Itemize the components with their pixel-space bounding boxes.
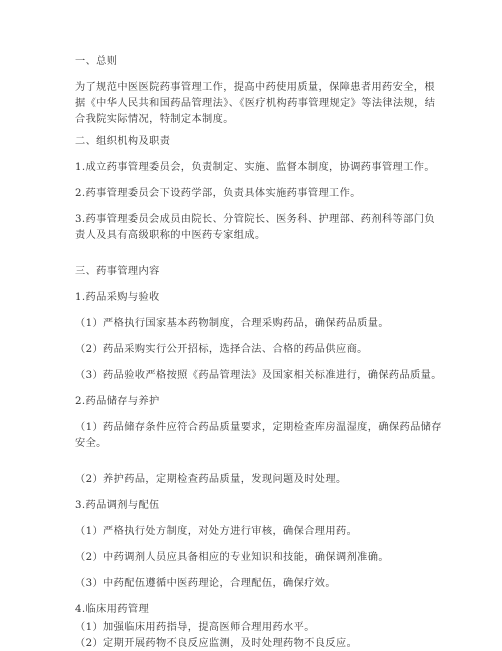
- subsection-title-storage: 2.药品储存与养护: [75, 396, 160, 407]
- storage-item-1: （1）药品储存条件应符合药品质量要求，定期检查库房温湿度，确保药品储存安全。: [75, 422, 442, 449]
- section-heading-organization: 二、组织机构及职责: [75, 136, 171, 147]
- dispensing-item-1: （1）严格执行处方制度，对处方进行审核，确保合理用药。: [75, 526, 358, 537]
- section-heading-general: 一、总则: [75, 56, 118, 67]
- clinical-item-1: （1）加强临床用药指导，提高医师合理用药水平。: [75, 622, 315, 633]
- procurement-item-2: （2）药品采购实行公开招标，选择合法、合格的药品供应商。: [75, 344, 368, 355]
- procurement-item-1: （1）严格执行国家基本药物制度，合理采购药品，确保药品质量。: [75, 318, 389, 329]
- organization-item-2: 2.药事管理委员会下设药学部，负责具体实施药事管理工作。: [75, 188, 361, 199]
- dispensing-item-2: （2）中药调剂人员应具备相应的专业知识和技能，确保调剂准确。: [75, 552, 389, 563]
- dispensing-item-3: （3）中药配伍遵循中医药理论，合理配伍，确保疗效。: [75, 578, 336, 589]
- subsection-title-procurement: 1.药品采购与验收: [75, 292, 160, 303]
- general-paragraph: 为了规范中医医院药事管理工作，提高中药使用质量，保障患者用药安全，根据《中华人民共和国药品管理法》、《医疗机构药事管理规定》等法律法规，结合我院实际情况，特制定本制度。: [75, 82, 436, 125]
- clinical-item-2: （2）定期开展药物不良反应监测，及时处理药物不良反应。: [75, 638, 358, 649]
- organization-item-3: 3.药事管理委员会成员由院长、分管院长、医务科、护理部、药剂科等部门负责人及具有高级职称的中医药专家组成。: [75, 214, 435, 241]
- section-heading-content: 三、药事管理内容: [75, 266, 160, 277]
- subsection-title-clinical: 4.临床用药管理: [75, 604, 150, 615]
- organization-item-1: 1.成立药事管理委员会，负责制定、实施、监督本制度，协调药事管理工作。: [75, 162, 435, 173]
- subsection-title-dispensing: 3.药品调剂与配伍: [75, 500, 160, 511]
- storage-item-2: （2）养护药品，定期检查药品质量，发现问题及时处理。: [75, 474, 347, 485]
- procurement-item-3: （3）药品验收严格按照《药品管理法》及国家相关标准进行，确保药品质量。: [75, 370, 442, 381]
